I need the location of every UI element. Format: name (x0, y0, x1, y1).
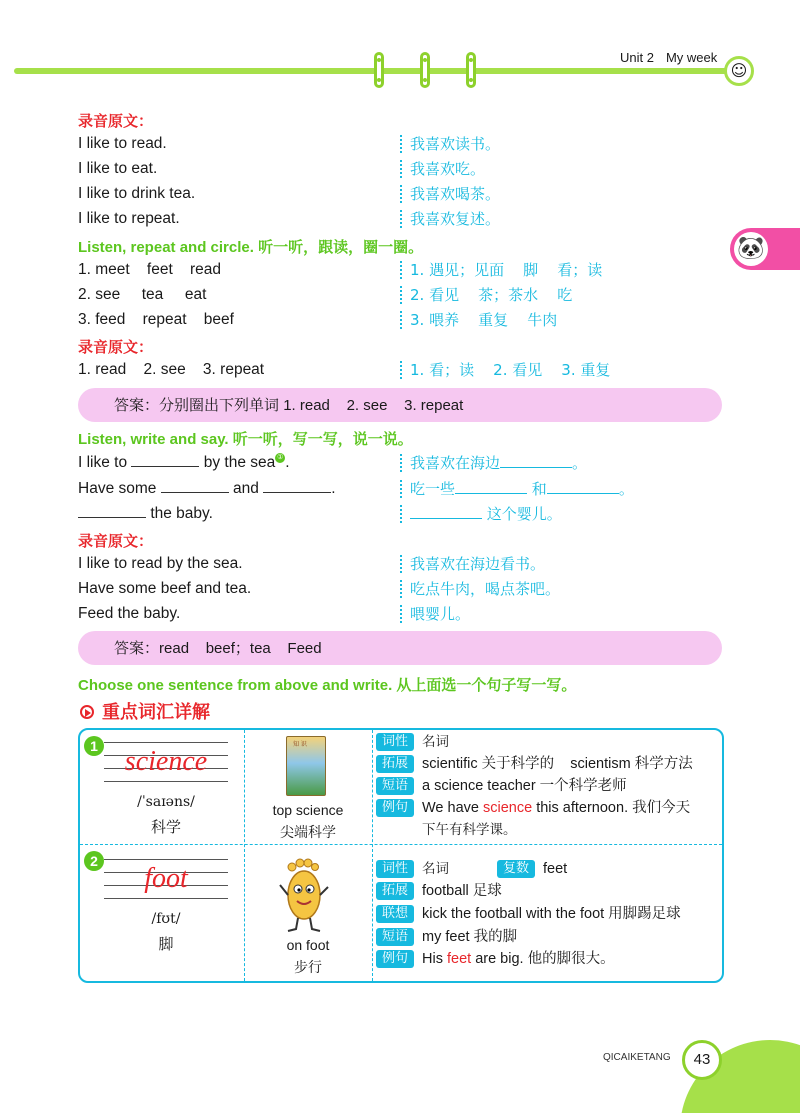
def-item: 例句 His feet are big. 他的脚很大。 (376, 948, 722, 970)
cartoon-logo-icon: ☺ (724, 56, 754, 86)
vocab-word: science (124, 746, 208, 777)
vocab-section-title: 重点词汇详解 (80, 698, 210, 724)
item-number: 1 (84, 736, 104, 756)
binder-ring-icon (466, 52, 476, 88)
fill-blank-line: the baby. 这个婴儿。 (78, 502, 728, 526)
blank-field[interactable] (455, 480, 527, 494)
vocab-row (80, 730, 722, 845)
blank-field[interactable] (78, 504, 146, 518)
exercise-line: 2. see tea eat 2. 看见 茶；茶水 吃 (78, 283, 728, 307)
fill-blank-line: I like to by the sea ① . 我喜欢在海边 。 (78, 451, 728, 475)
def-item: 联想 kick the football with the foot 用脚踢足球 (376, 903, 722, 925)
word-meaning: 科学 (150, 818, 181, 836)
blank-field[interactable] (410, 505, 482, 519)
panda-icon: 🐼 (734, 232, 768, 266)
script-line: Have some beef and tea. 吃点牛肉，喝点茶吧。 (78, 577, 728, 601)
picture-caption-cn: 尖端科学 (280, 825, 336, 841)
def-item: 例句 We have science this afternoon. 我们今天 (376, 797, 722, 819)
script-line: 1. read 2. see 3. repeat 1. 看；读 2. 看见 3. 重复 (78, 358, 728, 382)
script-line: I like to repeat. 我喜欢复述。 (78, 207, 728, 231)
blank-field[interactable] (263, 479, 331, 493)
fill-blank-line: Have some and . 吃一些 和 。 (78, 477, 728, 501)
exercise-title: Choose one sentence from above and write. 从上面选一个句子写一写。 (78, 676, 577, 694)
phonetic: /fʊt/ (151, 911, 181, 927)
binder-ring-icon (374, 52, 384, 88)
blank-field[interactable] (547, 480, 619, 494)
answer-box: 答案：分别圈出下列单词 1. read 2. see 3. repeat (78, 388, 722, 422)
def-item-cont: 下午有科学课。 (422, 822, 517, 838)
def-item: 拓展 football 足球 (376, 880, 722, 902)
def-item: 短语 a science teacher 一个科学老师 (376, 775, 722, 797)
blank-field[interactable] (161, 479, 229, 493)
script-line: I like to read. 我喜欢读书。 (78, 132, 728, 156)
binder-ring-icon (420, 52, 430, 88)
picture-caption: top science (272, 802, 344, 818)
vocab-row (80, 845, 722, 981)
script-label: 录音原文： (78, 112, 154, 130)
exercise-title: Listen, write and say. 听一听，写一写，说一说。 (78, 430, 413, 448)
footer-brand: QICAIKETANG (603, 1052, 671, 1063)
script-label: 录音原文： (78, 338, 154, 356)
blank-field[interactable] (131, 453, 199, 467)
script-line: I like to eat. 我喜欢吃。 (78, 157, 728, 181)
item-number: 2 (84, 851, 104, 871)
def-item: 词性 名词 (376, 731, 722, 753)
script-line: I like to read by the sea. 我喜欢在海边看书。 (78, 552, 728, 576)
vocab-table (78, 728, 724, 983)
picture-caption: on foot (286, 937, 330, 953)
page-number: 43 (682, 1040, 722, 1080)
script-label: 录音原文： (78, 532, 154, 550)
footnote-marker: ① (277, 454, 284, 461)
picture-caption-cn: 步行 (294, 960, 322, 976)
exercise-line: 1. meet feet read 1. 遇见；见面 脚 看；读 (78, 258, 728, 282)
blank-field[interactable] (500, 454, 572, 468)
play-icon (80, 705, 94, 719)
def-item: 短语 my feet 我的脚 (376, 926, 722, 948)
header-unit: Unit 2 My week (620, 50, 718, 65)
phonetic: /ˈsaɪəns/ (137, 794, 195, 810)
foot-mascot-icon (278, 855, 330, 933)
exercise-line: 3. feed repeat beef 3. 喂养 重复 牛肉 (78, 308, 728, 332)
exercise-title: Listen, repeat and circle. 听一听，跟读，圈一圈。 (78, 238, 424, 256)
answer-box: 答案：read beef；tea Feed (78, 631, 722, 665)
script-line: Feed the baby. 喂婴儿。 (78, 602, 728, 626)
vocab-word: foot (144, 863, 188, 894)
def-item: 拓展 scientific 关于科学的 scientism 科学方法 (376, 753, 722, 775)
script-line: I like to drink tea. 我喜欢喝茶。 (78, 182, 728, 206)
word-meaning: 脚 (158, 935, 174, 953)
science-book-icon (286, 736, 326, 796)
def-item: 词性 名词 复数 feet (376, 858, 722, 880)
